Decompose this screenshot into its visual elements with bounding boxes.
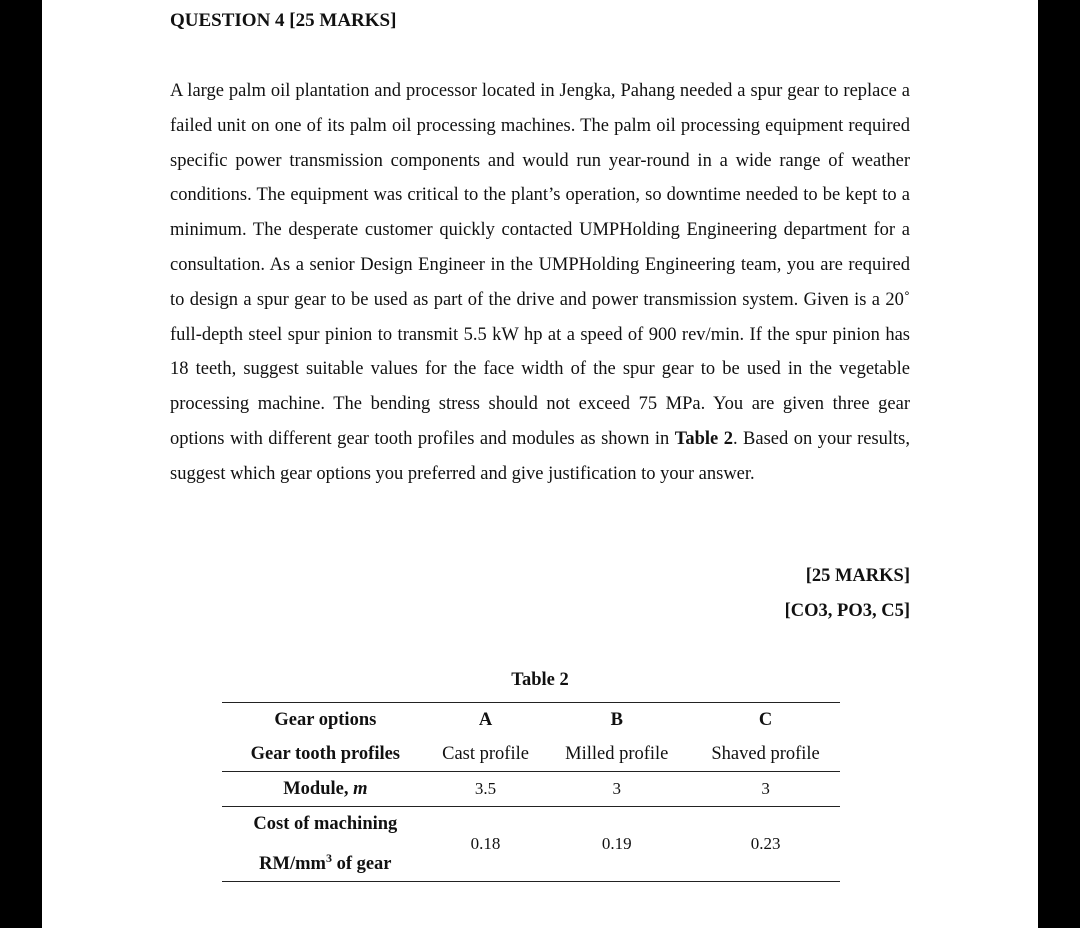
header-cell: B — [542, 703, 691, 738]
table-cell: Milled profile — [542, 737, 691, 772]
gear-options-table — [222, 702, 840, 882]
row-label: Module, m — [222, 772, 429, 807]
header-cell: Gear options — [222, 703, 429, 738]
table-cell: 3.5 — [429, 772, 543, 807]
table-cell: 3 — [542, 772, 691, 807]
table-row — [222, 737, 840, 772]
table-cell: Cast profile — [429, 737, 543, 772]
outcomes-label: [CO3, PO3, C5] — [784, 601, 910, 621]
header-cell: C — [691, 703, 840, 738]
row-label: Cost of machining $RM/mm^3$ of gear — [222, 807, 429, 882]
marks-label: [25 MARKS] — [805, 566, 910, 586]
table-row — [222, 807, 840, 882]
paragraph-text: A large palm oil plantation and processor located in Jengka, Pahang needed a spur gear to replace a failed unit on one of its palm oil processing machines. The palm oil processing equipment required specific power transmission components and would run year-round in a wide range of weather conditions. The equipment was critical to the plant’s operation, so downtime needed to be kept to a minimum. The desperate customer quickly contacted UMPHolding Engineering department for a consultation. As a senior Design Engineer in the UMPHolding Engineering team, you are required to design a spur gear to be used as part of the drive and power transmission system. Given is a 20˚ full-depth steel spur pinion to transmit 5.5 kW hp at a speed of 900 rev/min. If the spur pinion has 18 teeth, suggest suitable values for the face width of the spur gear to be used in the vegetable processing machine. The bending stress should not exceed 75 MPa. You are given three gear options with different gear tooth profiles and modules as shown in — [170, 81, 910, 449]
table-cell: 3 — [691, 772, 840, 807]
question-heading: QUESTION 4 [25 MARKS] — [170, 10, 397, 31]
question-paragraph — [170, 74, 910, 492]
paragraph-text-end: . Based on your results, suggest which gear options you preferred and give justification to your answer. — [170, 428, 910, 484]
row-label: Gear tooth profiles — [222, 737, 429, 772]
table-cell: Shaved profile — [691, 737, 840, 772]
table-cell: 0.19 — [542, 807, 691, 882]
table-reference: Table 2 — [674, 428, 733, 449]
table-caption: Table 2 — [511, 670, 569, 690]
table-header-row — [222, 703, 840, 738]
document-page — [42, 0, 1038, 928]
table-cell: 0.18 — [429, 807, 543, 882]
table-row — [222, 772, 840, 807]
header-cell: A — [429, 703, 543, 738]
table-cell: 0.23 — [691, 807, 840, 882]
